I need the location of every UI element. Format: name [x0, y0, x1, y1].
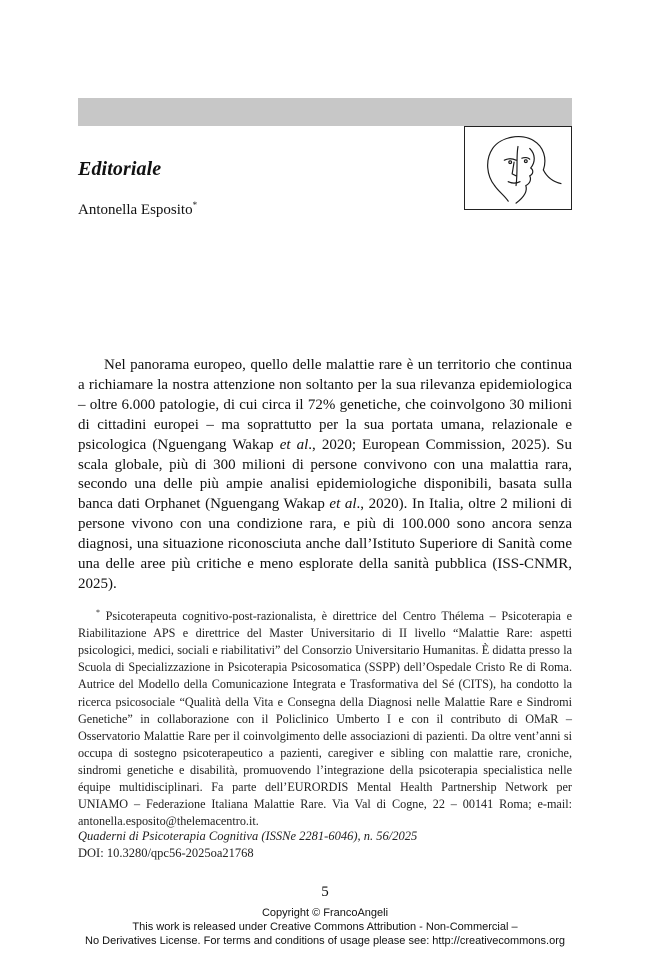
copyright-notice — [0, 906, 650, 948]
body-text-part: ., 2020; European Commission, 2025). Su scala globale, più di 300 milioni di persone convivono con una malattia rara, secondo una delle più ampie analisi epidemiologiche disponibili, basata sulla banca dati Orphanet (Nguengang Wakap — [78, 436, 572, 513]
profile-faces-icon — [464, 126, 572, 210]
license-line: This work is released under Creative Commons Attribution - Non-Commercial – — [132, 921, 518, 933]
author-footnote-mark: * — [192, 200, 198, 210]
section-title: Editoriale — [78, 158, 162, 180]
journal-citation — [78, 828, 417, 862]
journal-title: Quaderni di Psicoterapia Cognitiva (ISSNe 2281-6046), n. 56/2025 — [78, 829, 418, 843]
et-al-italic: et al — [329, 496, 357, 513]
copyright-line: Copyright © FrancoAngeli — [261, 907, 389, 919]
body-text-part: ., 2020). In Italia, oltre 2 milioni di persone vivono con una condizione rara, e più di 100.000 sono ancora senza diagnosi, una situazione riconosciuta anche dall’Istituto Superiore di Sanità come una delle aree più critiche e meno esplorate della sanità pubblica (ISS-CNMR, 2025). — [78, 496, 573, 592]
license-line: No Derivatives License. For terms and conditions of usage please see: http://creativecommons.org — [85, 935, 565, 947]
author-name: Antonella Esposito — [78, 202, 193, 218]
et-al-italic: et al — [279, 436, 309, 453]
body-paragraph — [78, 356, 572, 595]
author-line — [78, 200, 197, 219]
author-footnote — [78, 604, 572, 830]
footnote-text: Psicoterapeuta cognitivo-post-razionalista, è direttrice del Centro Thélema – Psicoterapia e Riabilitazione APS e direttrice del Master Universitario di II livello “Malattie Rare: aspetti psicologici, medici, sociali e riabilitativi” del Consorzio Universitario Humanitas. È didatta presso la Scuola di Specializzazione in Psicoterapia Psicosomatica (SSPP) dell’Ospedale Cristo Re di Roma. Autrice del Modello della Comunicazione Integrata e Trasformativa del Sé (CITS), ha condotto la ricerca psicosociale “Qualità della Vita e Consegna della Diagnosi nelle Malattie Rare e Sindromi Genetiche” in collaborazione con il Policlinico Umberto I e con il contributo di OMaR – Osservatorio Malattie Rare per il coinvolgimento delle associazioni di pazienti. Da oltre vent’anni si occupa di sostegno psicoterapeutico a pazienti, caregiver e sibling con malattie rare, croniche, sindromi genetiche e disabilità, promuovendo l’integrazione della psicoterapia specialistica nelle équipe multidisciplinari. Fa parte dell’EURORDIS Mental Health Partnership Network per UNIAMO – Federazione Italiana Malattie Rare. Via Val di Cogne, 22 – 00141 Roma; e-mail: antonella.esposito@thelemacentro.it. — [78, 609, 572, 829]
doi: DOI: 10.3280/qpc56-2025oa21768 — [78, 846, 254, 860]
header-band — [78, 98, 572, 126]
page-number: 5 — [321, 884, 329, 900]
body-text-part: Nel panorama europeo, quello delle malattie rare è un territorio che continua a richiamare la nostra attenzione non soltanto per la sua rilevanza epidemiologica – oltre 6.000 patologie, di cui circa il 72% genetiche, che coinvolgono 30 milioni di cittadini europei – ma soprattutto per la sua portata umana, relazionale e psicologica (Nguengang Wakap — [78, 357, 572, 453]
footnote-mark: * — [96, 608, 100, 617]
